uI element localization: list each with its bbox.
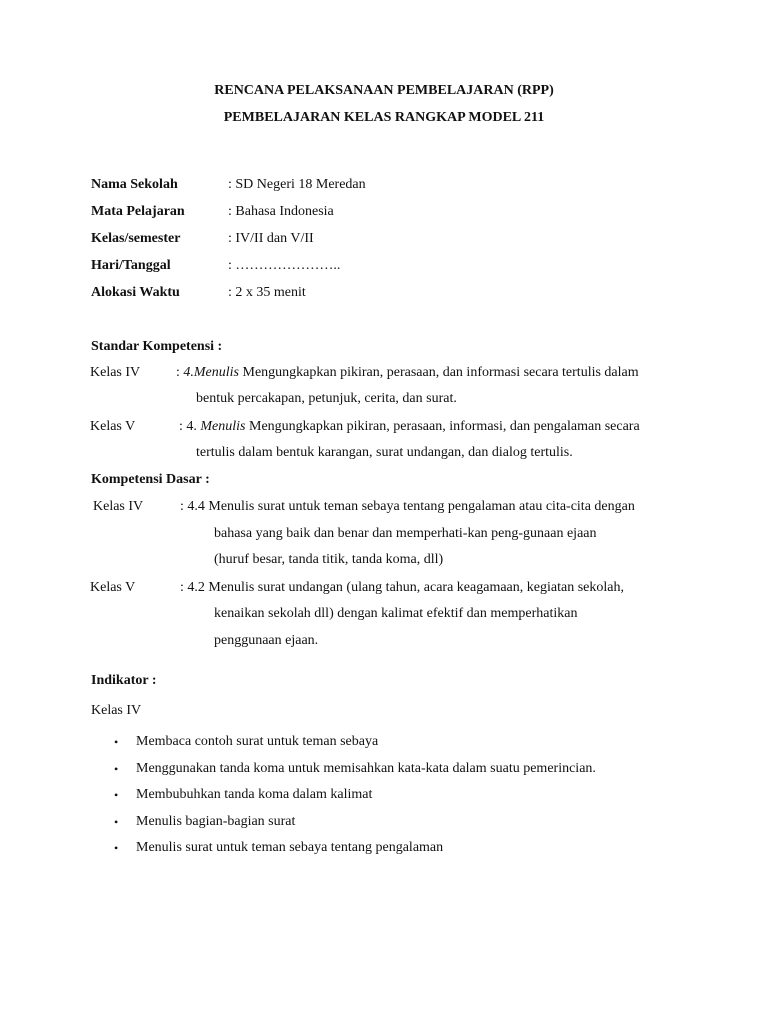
date-value: : ………………….. [228,258,341,273]
document-title: RENCANA PELAKSANAAN PEMBELAJARAN (RPP) [214,83,554,98]
list-item-text: Membubuhkan tanda koma dalam kalimat [136,787,373,802]
standar-iv-menulis: 4.Menulis [183,365,239,380]
subject-value: : Bahasa Indonesia [228,204,334,219]
standar-kelas-iv-label: Kelas IV [90,365,141,380]
dasar-kelas-v-line3: penggunaan ejaan. [214,633,319,648]
class-semester-label: Kelas/semester [91,231,181,246]
standar-v-text: Mengungkapkan pikiran, perasaan, informasi, dan pengalaman secara [245,419,640,434]
standar-kompetensi-heading: Standar Kompetensi : [91,339,223,354]
document-subtitle: PEMBELAJARAN KELAS RANGKAP MODEL 211 [223,110,545,125]
standar-kelas-v-label: Kelas V [90,419,136,434]
standar-iv-colon: : [176,365,184,380]
time-allocation-label: Alokasi Waktu [91,285,180,300]
bullet-icon: • [114,815,119,829]
kompetensi-dasar-heading: Kompetensi Dasar : [91,472,210,487]
date-label: Hari/Tanggal [91,258,171,273]
bullet-icon: • [114,788,119,802]
school-value: : SD Negeri 18 Meredan [228,177,366,192]
list-item-text: Membaca contoh surat untuk teman sebaya [136,734,379,749]
standar-v-menulis: Menulis [200,419,246,434]
time-allocation-value: : 2 x 35 menit [228,285,306,300]
standar-v-colon: : 4. [179,419,201,434]
dasar-kelas-v-line1: : 4.2 Menulis surat undangan (ulang tahun, acara keagamaan, kegiatan sekolah, [180,580,624,595]
indikator-heading: Indikator : [91,673,157,688]
school-label: Nama Sekolah [91,177,178,192]
list-item-text: Menulis surat untuk teman sebaya tentang pengalaman [136,840,444,855]
bullet-icon: • [114,735,119,749]
dasar-kelas-v-line2: kenaikan sekolah dll) dengan kalimat efektif dan memperhatikan [214,606,578,621]
list-item-text: Menggunakan tanda koma untuk memisahkan kata-kata dalam suatu pemerincian. [136,761,596,776]
class-semester-value: : IV/II dan V/II [228,231,314,246]
subject-label: Mata Pelajaran [91,204,185,219]
dasar-kelas-iv-line2: bahasa yang baik dan benar dan memperhati-kan peng-gunaan ejaan [214,526,597,541]
standar-kelas-v-line1 [179,418,640,436]
bullet-icon: • [114,841,119,855]
dasar-kelas-v-label: Kelas V [90,580,136,595]
dasar-kelas-iv-line3: (huruf besar, tanda titik, tanda koma, dll) [214,552,444,567]
standar-iv-text: Mengungkapkan pikiran, perasaan, dan informasi secara tertulis dalam [239,365,639,380]
standar-kelas-iv-line1 [176,364,639,382]
bullet-icon: • [114,762,119,776]
indikator-class-label: Kelas IV [91,703,142,718]
dasar-kelas-iv-line1: : 4.4 Menulis surat untuk teman sebaya tentang pengalaman atau cita-cita dengan [180,499,635,514]
list-item-text: Menulis bagian-bagian surat [136,814,296,829]
standar-kelas-v-line2: tertulis dalam bentuk karangan, surat undangan, dan dialog tertulis. [196,445,573,460]
standar-kelas-iv-line2: bentuk percakapan, petunjuk, cerita, dan surat. [196,391,457,406]
dasar-kelas-iv-label: Kelas IV [93,499,144,514]
